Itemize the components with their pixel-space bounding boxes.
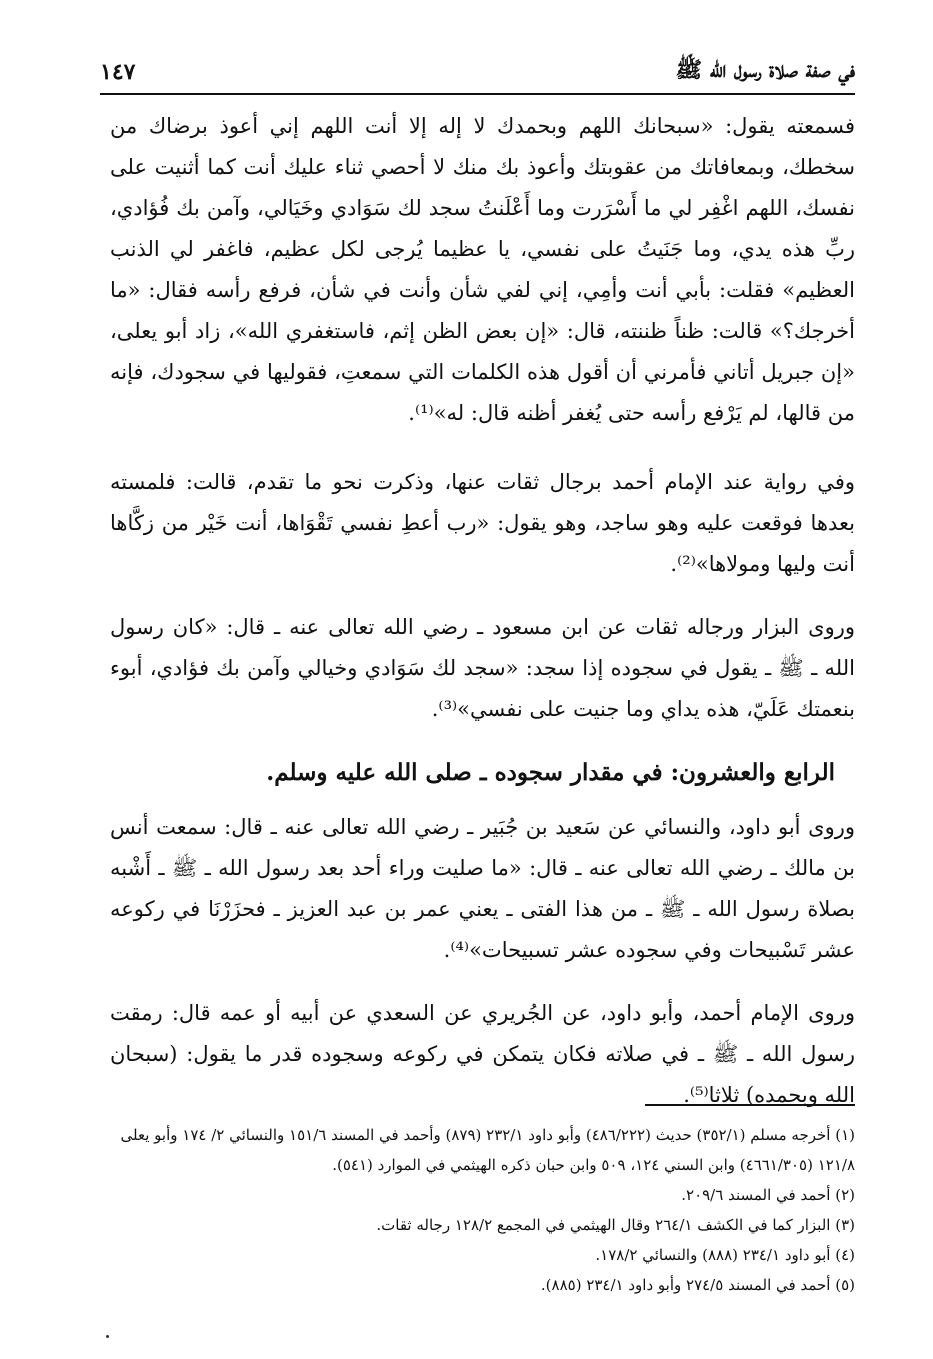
- paragraph-2: وفي رواية عند الإمام أحمد برجال ثقات عنها، وذكرت نحو ما تقدم، قالت: فلمسته بعدها فوقعت عليه وهو ساجد، وهو يقول: «رب أعطِ نفسي تَقْوَاها، أنت خَيْر من زكَّاها أنت وليها ومولاها»⁽²⁾.: [110, 470, 855, 576]
- page-number: ١٤٧: [100, 59, 136, 85]
- header-rule: [100, 93, 855, 95]
- main-text: [110, 106, 855, 1138]
- paragraph-4: وروى أبو داود، والنسائي عن سَعيد بن جُبَير ـ رضي الله تعالى عنه ـ قال: سمعت أنس بن مالك ـ رضي الله تعالى عنه ـ قال: «ما صليت وراء أحد بعد رسول الله ـ ﷺ ـ أَشْبه بصلاة رسول الله ـ ﷺ ـ من هذا الفتى ـ يعني عمر بن عبد العزيز ـ فحزَرْنَا في ركوعه عشر تَسْبيحات وفي سجوده عشر تسبيحات»⁽⁴⁾.: [110, 815, 855, 962]
- scan-speck: [106, 1335, 109, 1338]
- running-header: [100, 52, 855, 92]
- footnotes: [110, 1120, 855, 1300]
- footnote-1: (١) أخرجه مسلم (٣٥٢/١) حديث (٤٨٦/٢٢٢) وأبو داود ٢٣٢/١ (٨٧٩) وأحمد في المسند ١٥١/٦ والنسائي ٢/ ١٧٤ وأبو يعلى ١٢١/٨ (٤٦٦١/٣٠٥) وابن السني ١٢٤، ٥٠٩ وابن حبان ذكره الهيثمي في الموارد (٥٤١).: [120, 1126, 855, 1174]
- footnote-3: (٣) البزار كما في الكشف ٢٦٤/١ وقال الهيثمي في المجمع ١٢٨/٢ رجاله ثقات.: [376, 1216, 855, 1234]
- paragraph-1: فسمعته يقول: «سبحانك اللهم وبحمدك لا إله إلا أنت اللهم إني أعوذ برضاك من سخطك، وبمعافاتك من عقوبتك وأعوذ بك منك لا أحصي ثناء عليك أنت كما أثنيت على نفسك، اللهم اغْفِر لي ما أَسْرَرت وما أَعْلَنتُ سجد لك سَوَادي وخَيَالي، وآمن بك فُؤادي، ربِّ هذه يدي، وما جَنَيتُ على نفسي، يا عظيما يُرجى لكل عظيم، فاغفر لي الذنب العظيم» فقلت: بأبي أنت وأمِي، إني لفي شأن وأنت في شأن، فرفع رأسه فقال: «ما أخرجك؟» قالت: ظناً ظننته، قال: «إن بعض الظن إثم، فاستغفري الله»، زاد أبو يعلى، «إن جبريل أتاني فأمرني أن أقول هذه الكلمات التي سمعتِ، فقوليها في سجودك، فإنه من قالها، لم يَرْفع رأسه حتى يُغفر أظنه قال: له»⁽¹⁾.: [110, 114, 855, 425]
- footnote-rule: [645, 1104, 855, 1106]
- footnote-2: (٢) أحمد في المسند ٢٠٩/٦.: [681, 1186, 855, 1204]
- running-title: في صفة صلاة رسول الله ﷺ: [675, 57, 855, 83]
- footnote-5: (٥) أحمد في المسند ٢٧٤/٥ وأبو داود ٢٣٤/١ (٨٨٥).: [540, 1276, 855, 1294]
- paragraph-5: وروى الإمام أحمد، وأبو داود، عن الجُريري عن السعدي عن أبيه أو عمه قال: رمقت رسول الله ـ ﷺ ـ في صلاته فكان يتمكن في ركوعه وسجوده قدر ما يقول: (سبحان الله وبحمده) ثلاثا⁽⁵⁾.: [110, 1001, 855, 1107]
- footnote-4: (٤) أبو داود ٢٣٤/١ (٨٨٨) والنسائي ١٧٨/٢.: [595, 1246, 855, 1264]
- paragraph-3: وروى البزار ورجاله ثقات عن ابن مسعود ـ رضي الله تعالى عنه ـ قال: «كان رسول الله ـ ﷺ ـ يقول في سجوده إذا سجد: «سجد لك سَوَادي وخيالي وآمن بك فؤادي، أبوء بنعمتك عَلَيّ، هذه يداي وما جنيت على نفسي»⁽³⁾.: [110, 615, 855, 721]
- section-heading: الرابع والعشرون: في مقدار سجوده ـ صلى الله عليه وسلم.: [266, 759, 835, 786]
